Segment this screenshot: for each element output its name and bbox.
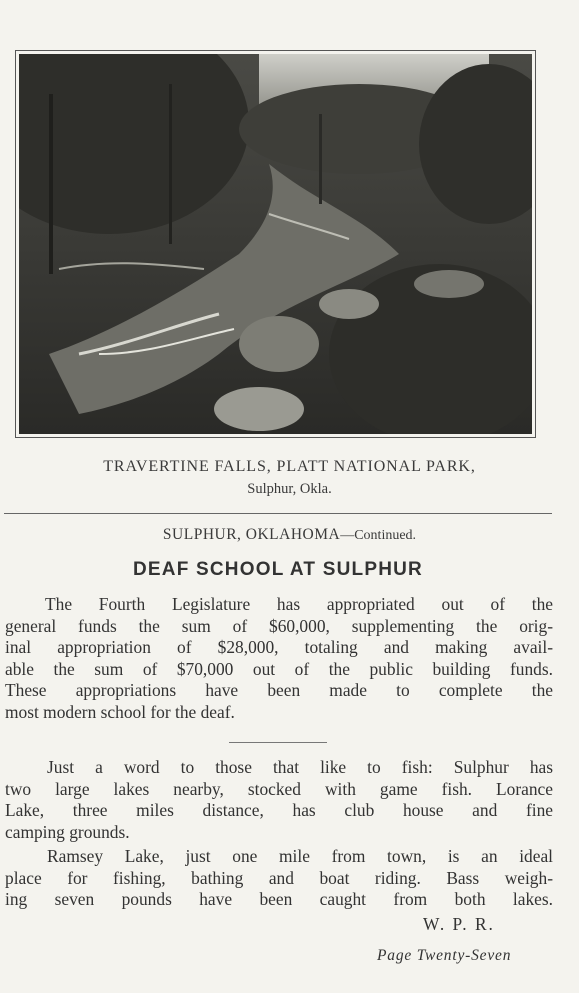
photo-caption-location: Sulphur, Okla.	[247, 481, 332, 497]
paragraph-line: two large lakes nearby, stocked with game fish. Lorance	[5, 778, 553, 799]
paragraph-line: These appropriations have been made to complete the	[5, 680, 553, 700]
author-signature: W. P. R.	[423, 914, 495, 934]
section-subhead	[0, 526, 579, 544]
paragraph-fishing	[5, 757, 553, 843]
waterfall-photo	[15, 50, 536, 438]
paragraph-line: Lake, three miles distance, has club house and fine	[5, 800, 553, 820]
paragraph-line: most modern school for the deaf.	[5, 701, 235, 722]
short-divider	[229, 742, 327, 743]
subhead-title: SULPHUR, OKLAHOMA	[162, 526, 341, 543]
waterfall-image	[19, 54, 532, 434]
paragraph-line: general funds the sum of $60,000, supplementing the orig-	[5, 615, 553, 636]
photo-caption-title: TRAVERTINE FALLS, PLATT NATIONAL PARK,	[103, 458, 476, 475]
paragraph-line: inal appropriation of $28,000, totaling and making avail-	[5, 637, 553, 657]
paragraph-line: place for fishing, bathing and boat riding. Bass weigh-	[5, 867, 553, 888]
article-heading: DEAF SCHOOL AT SULPHUR	[133, 559, 423, 580]
paragraph-line: Ramsey Lake, just one mile from town, is an ideal	[47, 846, 553, 866]
paragraph-deaf-school	[5, 594, 553, 723]
paragraph-line: camping grounds.	[5, 821, 130, 842]
subhead-continued: —Continued.	[340, 528, 417, 543]
paragraph-ramsey-lake	[5, 846, 553, 911]
paragraph-line: ing seven pounds have been caught from both lakes.	[5, 889, 553, 909]
paragraph-line: able the sum of $70,000 out of the public building funds.	[5, 658, 553, 679]
section-divider	[4, 513, 552, 514]
paragraph-line: The Fourth Legislature has appropriated out of the	[45, 594, 553, 614]
page-number: Page Twenty-Seven	[377, 947, 512, 964]
paragraph-line: Just a word to those that like to fish: Sulphur has	[47, 757, 553, 777]
